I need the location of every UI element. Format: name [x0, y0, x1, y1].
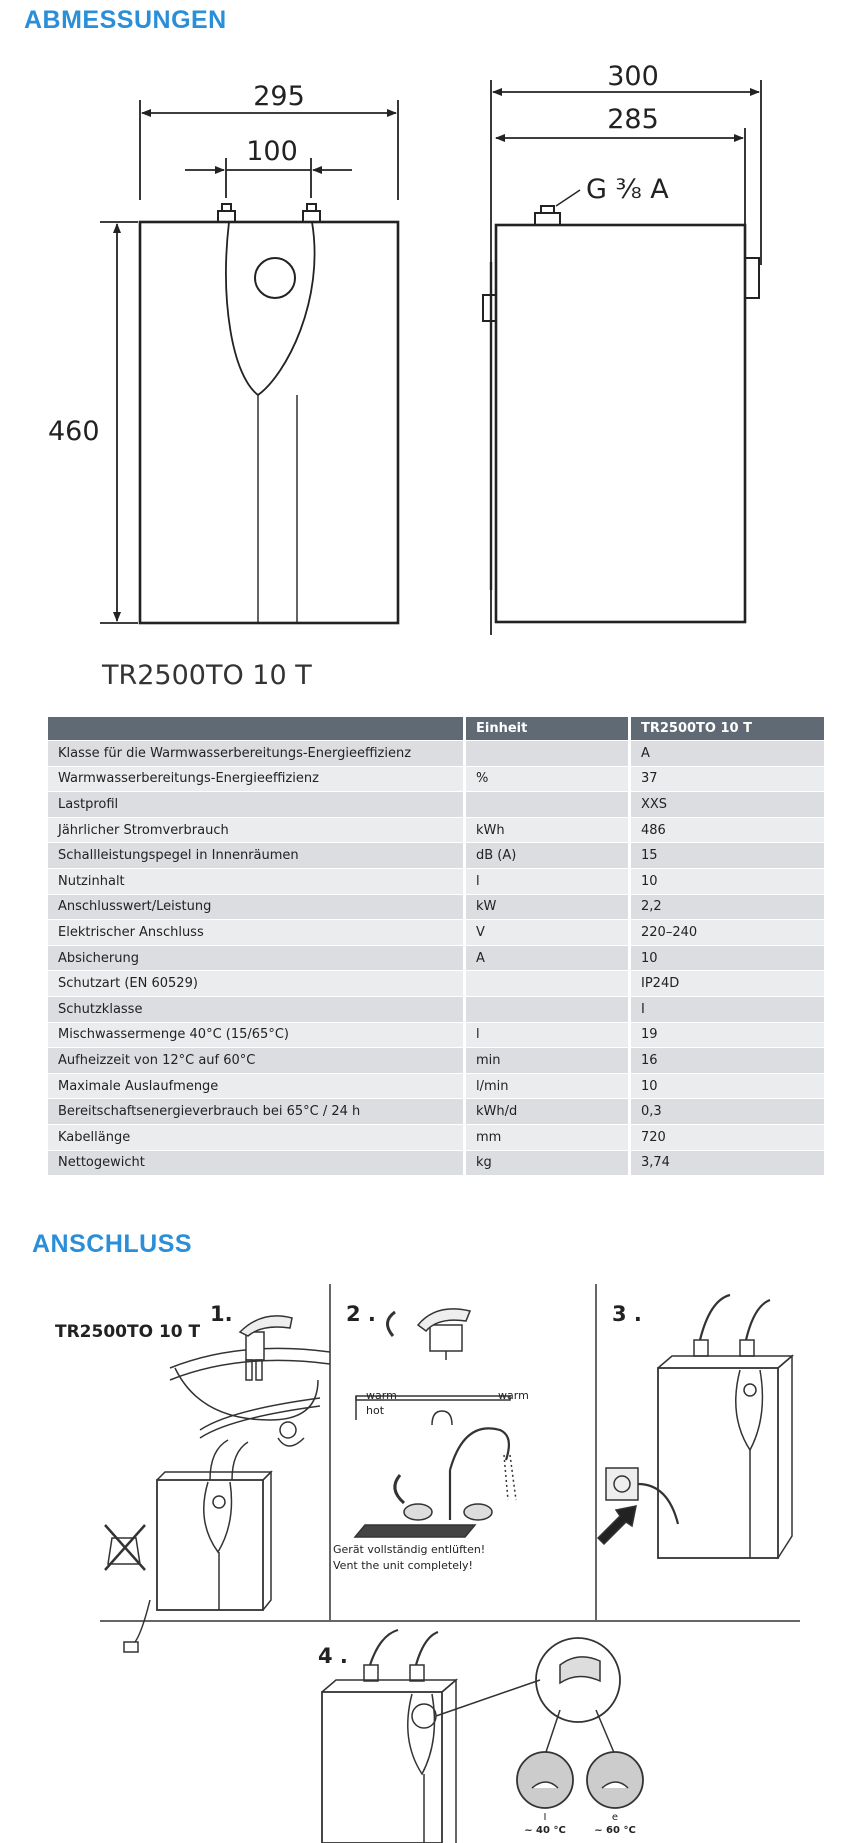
- temp-high-label: ~ 60 °C: [594, 1825, 636, 1836]
- temp-high-mark: e: [611, 1812, 619, 1823]
- row-value: A: [631, 741, 824, 766]
- row-value: 10: [631, 869, 824, 894]
- total-depth-label: 300: [607, 61, 659, 92]
- row-value: 19: [631, 1023, 824, 1048]
- row-value: I: [631, 997, 824, 1022]
- row-label: Schutzklasse: [48, 997, 463, 1022]
- step1-illustration: [105, 1316, 330, 1652]
- connection-title: ANSCHLUSS: [32, 1230, 193, 1258]
- row-label: Absicherung: [48, 946, 463, 971]
- row-value: 0,3: [631, 1099, 824, 1124]
- row-unit: mm: [466, 1125, 628, 1150]
- row-unit: kWh/d: [466, 1099, 628, 1124]
- row-value: 3,74: [631, 1151, 824, 1176]
- step3-illustration: [598, 1295, 792, 1558]
- row-value: 486: [631, 818, 824, 843]
- row-unit: l/min: [466, 1074, 628, 1099]
- row-value: 10: [631, 946, 824, 971]
- row-unit: kW: [466, 895, 628, 920]
- table-row: [48, 843, 824, 868]
- model-label: TR2500TO 10 T: [102, 660, 312, 691]
- table-row: [48, 920, 824, 945]
- table-row: [48, 1125, 824, 1150]
- row-label: Nutzinhalt: [48, 869, 463, 894]
- row-value: IP24D: [631, 971, 824, 996]
- step-model-label: TR2500TO 10 T: [55, 1322, 201, 1342]
- row-unit: dB (A): [466, 843, 628, 868]
- vent-note-de: Gerät vollständig entlüften!: [333, 1543, 486, 1556]
- row-value: 220–240: [631, 920, 824, 945]
- row-label: Bereitschaftsenergieverbrauch bei 65°C / 24 h: [48, 1099, 463, 1124]
- row-label: Schutzart (EN 60529): [48, 971, 463, 996]
- row-unit: l: [466, 1023, 628, 1048]
- row-value: 16: [631, 1048, 824, 1073]
- dimension-drawing: [0, 0, 863, 650]
- row-value: 37: [631, 767, 824, 792]
- row-unit: [466, 741, 628, 766]
- row-unit: [466, 997, 628, 1022]
- row-label: Klasse für die Warmwasserbereitungs-Energieeffizienz: [48, 741, 463, 766]
- table-row: [48, 946, 824, 971]
- table-row: [48, 1023, 824, 1048]
- inlet-spacing-label: 100: [246, 136, 298, 167]
- table-header: TR2500TO 10 T: [631, 717, 824, 740]
- row-unit: [466, 971, 628, 996]
- step1-number: 1.: [210, 1302, 233, 1326]
- row-unit: l: [466, 869, 628, 894]
- row-label: Anschlusswert/Leistung: [48, 895, 463, 920]
- table-row: [48, 997, 824, 1022]
- installation-steps: [0, 1270, 863, 1843]
- step4-number: 4 .: [318, 1644, 348, 1668]
- step3-number: 3 .: [612, 1302, 642, 1326]
- step2-number: 2 .: [346, 1302, 376, 1326]
- table-row: [48, 971, 824, 996]
- table-row: [48, 741, 824, 766]
- table-row: [48, 1151, 824, 1176]
- row-value: 2,2: [631, 895, 824, 920]
- row-unit: [466, 792, 628, 817]
- width-label: 295: [253, 81, 305, 112]
- row-value: XXS: [631, 792, 824, 817]
- vent-note-en: Vent the unit completely!: [333, 1559, 473, 1572]
- step4-illustration: [322, 1630, 643, 1843]
- depth-label: 285: [607, 104, 659, 135]
- table-header: [48, 717, 463, 740]
- step2-illustration: [355, 1309, 516, 1537]
- hot-label: hot: [366, 1404, 385, 1417]
- row-label: Kabellänge: [48, 1125, 463, 1150]
- row-label: Jährlicher Stromverbrauch: [48, 818, 463, 843]
- table-row: [48, 818, 824, 843]
- row-label: Aufheizzeit von 12°C auf 60°C: [48, 1048, 463, 1073]
- row-label: Warmwasserbereitungs-Energieeffizienz: [48, 767, 463, 792]
- row-unit: A: [466, 946, 628, 971]
- table-header: Einheit: [466, 717, 628, 740]
- table-row: [48, 1099, 824, 1124]
- row-unit: V: [466, 920, 628, 945]
- row-label: Elektrischer Anschluss: [48, 920, 463, 945]
- row-label: Lastprofil: [48, 792, 463, 817]
- row-unit: min: [466, 1048, 628, 1073]
- table-row: [48, 869, 824, 894]
- row-unit: %: [466, 767, 628, 792]
- row-unit: kg: [466, 1151, 628, 1176]
- table-row: [48, 1048, 824, 1073]
- thread-label: G ⅜ A: [586, 174, 669, 205]
- row-label: Maximale Auslaufmenge: [48, 1074, 463, 1099]
- row-label: Schallleistungspegel in Innenräumen: [48, 843, 463, 868]
- warm-right-label: warm: [498, 1389, 529, 1402]
- temp-low-mark: I: [543, 1812, 547, 1823]
- dimensions-title: ABMESSUNGEN: [24, 6, 227, 34]
- table-row: [48, 792, 824, 817]
- row-label: Mischwassermenge 40°C (15/65°C): [48, 1023, 463, 1048]
- table-row: [48, 767, 824, 792]
- row-label: Nettogewicht: [48, 1151, 463, 1176]
- row-value: 15: [631, 843, 824, 868]
- warm-left-label: warm: [366, 1389, 397, 1402]
- row-value: 10: [631, 1074, 824, 1099]
- table-header-row: [48, 717, 824, 740]
- row-unit: kWh: [466, 818, 628, 843]
- height-label: 460: [48, 416, 100, 447]
- row-value: 720: [631, 1125, 824, 1150]
- table-row: [48, 1074, 824, 1099]
- spec-table: [45, 716, 827, 1176]
- temp-low-label: ~ 40 °C: [524, 1825, 566, 1836]
- table-row: [48, 895, 824, 920]
